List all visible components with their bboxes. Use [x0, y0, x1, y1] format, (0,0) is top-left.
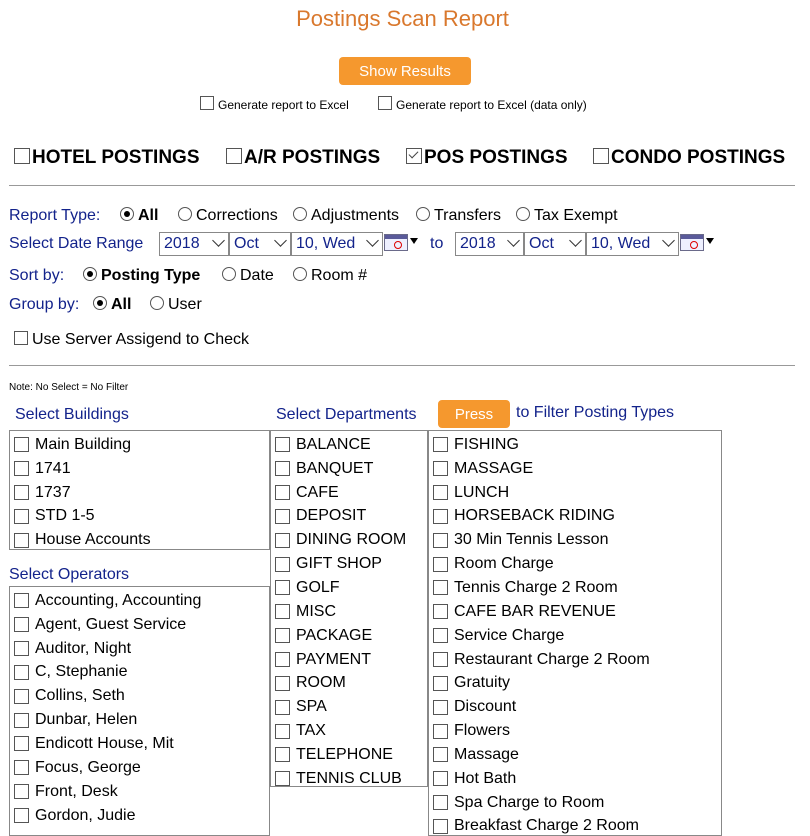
to-calendar-dropdown-icon[interactable] [706, 238, 714, 244]
department-label: BALANCE [296, 436, 371, 454]
report-type-adjustments-label: Adjustments [311, 207, 399, 224]
posting-type-checkbox[interactable] [433, 604, 448, 619]
report-type-all-label: All [138, 207, 158, 224]
departments-list[interactable] [270, 430, 428, 787]
operator-checkbox[interactable] [14, 593, 29, 608]
department-item[interactable] [271, 552, 427, 576]
date-range-label: Select Date Range [9, 235, 143, 253]
posting-type-checkbox[interactable] [433, 700, 448, 715]
posting-type-label: CAFE BAR REVENUE [454, 603, 616, 621]
group-all[interactable] [93, 296, 131, 314]
posting-type-checkbox[interactable] [433, 628, 448, 643]
to-year-value: 2018 [460, 235, 496, 252]
from-year-value: 2018 [164, 235, 200, 252]
posting-type-item[interactable] [429, 433, 721, 457]
department-checkbox[interactable] [275, 747, 290, 762]
from-day-select[interactable] [291, 232, 383, 256]
department-checkbox[interactable] [275, 604, 290, 619]
report-type-corrections-radio[interactable] [178, 207, 192, 221]
to-day-value: 10, Wed [591, 235, 650, 252]
posting-type-item[interactable] [429, 743, 721, 767]
ar-postings-label: A/R POSTINGS [244, 147, 380, 168]
posting-type-item[interactable] [429, 791, 721, 815]
department-label: DEPOSIT [296, 507, 366, 525]
hotel-postings-label: HOTEL POSTINGS [32, 147, 200, 168]
building-checkbox[interactable] [14, 485, 29, 500]
department-item[interactable] [271, 648, 427, 672]
department-label: MISC [296, 603, 336, 621]
posting-type-label: HORSEBACK RIDING [454, 507, 615, 525]
sort-date-radio[interactable] [222, 267, 236, 281]
posting-type-label: Room Charge [454, 555, 554, 573]
hotel-postings-checkbox[interactable] [14, 148, 30, 164]
department-checkbox[interactable] [275, 676, 290, 691]
posting-type-item[interactable] [429, 719, 721, 743]
posting-types-list[interactable] [428, 430, 722, 836]
operator-checkbox[interactable] [14, 641, 29, 656]
posting-type-label: LUNCH [454, 484, 509, 502]
report-type-all[interactable] [120, 207, 158, 225]
operator-item[interactable] [10, 661, 269, 685]
operator-checkbox[interactable] [14, 689, 29, 704]
report-type-tax-exempt[interactable] [516, 207, 618, 225]
operator-checkbox[interactable] [14, 736, 29, 751]
department-item[interactable] [271, 767, 427, 787]
department-checkbox[interactable] [275, 485, 290, 500]
posting-type-item[interactable] [429, 576, 721, 600]
department-label: TENNIS CLUB [296, 770, 402, 787]
posting-type-item[interactable] [429, 671, 721, 695]
posting-type-checkbox[interactable] [433, 509, 448, 524]
sort-room-radio[interactable] [293, 267, 307, 281]
chevron-down-icon [366, 234, 379, 247]
group-user-radio[interactable] [150, 296, 164, 310]
department-label: DINING ROOM [296, 531, 406, 549]
department-checkbox[interactable] [275, 628, 290, 643]
sort-posting-type[interactable] [83, 267, 200, 285]
posting-type-checkbox[interactable] [433, 819, 448, 834]
department-label: CAFE [296, 484, 339, 502]
from-calendar-icon[interactable] [384, 234, 408, 251]
excel-option[interactable] [200, 96, 349, 112]
posting-type-label: Discount [454, 698, 516, 716]
posting-type-label: MASSAGE [454, 460, 533, 478]
sort-date-label: Date [240, 267, 274, 284]
chevron-down-icon [212, 234, 225, 247]
department-checkbox[interactable] [275, 652, 290, 667]
posting-type-label: Restaurant Charge 2 Room [454, 651, 650, 669]
sort-posting-type-label: Posting Type [101, 267, 200, 284]
posting-type-label: Breakfast Charge 2 Room [454, 817, 639, 835]
sort-room[interactable] [293, 267, 367, 285]
building-label: House Accounts [35, 531, 151, 549]
ar-postings-option[interactable] [226, 147, 380, 169]
operator-item[interactable] [10, 637, 269, 661]
building-label: Main Building [35, 436, 131, 454]
to-day-select[interactable] [586, 232, 679, 256]
to-label: to [430, 235, 443, 253]
posting-type-label: 30 Min Tennis Lesson [454, 531, 608, 549]
posting-type-item[interactable] [429, 815, 721, 836]
operator-label: Accounting, Accounting [35, 592, 201, 610]
department-label: BANQUET [296, 460, 373, 478]
department-checkbox[interactable] [275, 437, 290, 452]
department-label: TELEPHONE [296, 746, 393, 764]
posting-type-checkbox[interactable] [433, 533, 448, 548]
posting-type-checkbox[interactable] [433, 557, 448, 572]
pos-postings-option[interactable] [406, 147, 568, 169]
operators-heading: Select Operators [9, 566, 129, 584]
department-label: ROOM [296, 674, 346, 692]
from-month-value: Oct [234, 235, 259, 252]
posting-type-checkbox[interactable] [433, 795, 448, 810]
department-checkbox[interactable] [275, 509, 290, 524]
department-item[interactable] [271, 600, 427, 624]
buildings-list[interactable] [9, 430, 270, 550]
chevron-down-icon [569, 234, 582, 247]
building-item[interactable] [10, 528, 269, 550]
divider [9, 185, 795, 186]
building-checkbox[interactable] [14, 437, 29, 452]
department-checkbox[interactable] [275, 580, 290, 595]
department-checkbox[interactable] [275, 557, 290, 572]
department-item[interactable] [271, 743, 427, 767]
operator-label: Endicott House, Mit [35, 735, 174, 753]
operator-checkbox[interactable] [14, 784, 29, 799]
chevron-down-icon [274, 234, 287, 247]
posting-type-label: Flowers [454, 722, 510, 740]
report-type-tax-exempt-label: Tax Exempt [534, 207, 618, 224]
posting-type-label: FISHING [454, 436, 519, 454]
from-month-select[interactable] [229, 232, 291, 256]
divider [9, 365, 795, 366]
posting-type-label: Spa Charge to Room [454, 794, 604, 812]
posting-type-item[interactable] [429, 457, 721, 481]
posting-type-item[interactable] [429, 600, 721, 624]
ar-postings-checkbox[interactable] [226, 148, 242, 164]
condo-postings-option[interactable] [593, 147, 785, 169]
report-type-corrections-label: Corrections [196, 207, 278, 224]
operator-label: Auditor, Night [35, 640, 131, 658]
operator-label: Dunbar, Helen [35, 711, 137, 729]
posting-type-item[interactable] [429, 552, 721, 576]
building-item[interactable] [10, 481, 269, 505]
page-title: Postings Scan Report [0, 6, 805, 32]
to-month-select[interactable] [524, 232, 586, 256]
to-year-select[interactable] [455, 232, 524, 256]
operator-item[interactable] [10, 780, 269, 804]
department-label: GOLF [296, 579, 340, 597]
from-calendar-dropdown-icon[interactable] [410, 238, 418, 244]
excel-data-label: Generate report to Excel (data only) [396, 98, 587, 112]
operator-label: Gordon, Judie [35, 807, 136, 825]
posting-type-item[interactable] [429, 505, 721, 529]
posting-type-item[interactable] [429, 624, 721, 648]
sort-by-label: Sort by: [9, 267, 64, 285]
server-check-option[interactable] [14, 331, 249, 349]
department-checkbox[interactable] [275, 700, 290, 715]
operator-checkbox[interactable] [14, 665, 29, 680]
posting-type-item[interactable] [429, 767, 721, 791]
group-all-radio[interactable] [93, 296, 107, 310]
operator-checkbox[interactable] [14, 617, 29, 632]
from-year-select[interactable] [159, 232, 229, 256]
department-item[interactable] [271, 505, 427, 529]
department-item[interactable] [271, 719, 427, 743]
building-checkbox[interactable] [14, 461, 29, 476]
posting-type-label: Massage [454, 746, 519, 764]
report-type-transfers[interactable] [416, 207, 501, 225]
report-type-adjustments-radio[interactable] [293, 207, 307, 221]
posting-type-checkbox[interactable] [433, 676, 448, 691]
group-user[interactable] [150, 296, 202, 314]
operators-list[interactable] [9, 586, 270, 836]
posting-type-item[interactable] [429, 528, 721, 552]
department-item[interactable] [271, 481, 427, 505]
building-checkbox[interactable] [14, 509, 29, 524]
department-checkbox[interactable] [275, 461, 290, 476]
report-type-adjustments[interactable] [293, 207, 399, 225]
building-item[interactable] [10, 457, 269, 481]
report-type-all-radio[interactable] [120, 207, 134, 221]
operator-checkbox[interactable] [14, 808, 29, 823]
posting-type-item[interactable] [429, 481, 721, 505]
buildings-heading: Select Buildings [15, 406, 129, 424]
posting-type-checkbox[interactable] [433, 437, 448, 452]
departments-heading: Select Departments [276, 406, 417, 424]
building-label: 1737 [35, 484, 71, 502]
department-label: SPA [296, 698, 327, 716]
sort-posting-type-radio[interactable] [83, 267, 97, 281]
posting-type-checkbox[interactable] [433, 461, 448, 476]
operator-checkbox[interactable] [14, 713, 29, 728]
department-checkbox[interactable] [275, 724, 290, 739]
pos-postings-label: POS POSTINGS [424, 147, 568, 168]
posting-type-label: Tennis Charge 2 Room [454, 579, 618, 597]
excel-data-checkbox[interactable] [378, 96, 392, 110]
report-type-transfers-label: Transfers [434, 207, 501, 224]
excel-label: Generate report to Excel [218, 98, 349, 112]
operator-item[interactable] [10, 804, 269, 828]
press-button[interactable]: Press [438, 400, 510, 428]
show-results-button[interactable]: Show Results [339, 57, 471, 85]
department-checkbox[interactable] [275, 533, 290, 548]
department-label: PAYMENT [296, 651, 371, 669]
posting-type-checkbox[interactable] [433, 747, 448, 762]
server-check-label: Use Server Assigend to Check [32, 331, 249, 348]
posting-type-label: Hot Bath [454, 770, 516, 788]
department-item[interactable] [271, 457, 427, 481]
group-user-label: User [168, 296, 202, 313]
report-type-corrections[interactable] [178, 207, 278, 225]
group-all-label: All [111, 296, 131, 313]
filter-note: Note: No Select = No Filter [9, 382, 128, 393]
building-checkbox[interactable] [14, 533, 29, 548]
sort-room-label: Room # [311, 267, 367, 284]
operator-item[interactable] [10, 684, 269, 708]
report-type-transfers-radio[interactable] [416, 207, 430, 221]
operator-item[interactable] [10, 613, 269, 637]
building-label: STD 1-5 [35, 507, 95, 525]
operator-item[interactable] [10, 732, 269, 756]
department-item[interactable] [271, 528, 427, 552]
department-label: TAX [296, 722, 326, 740]
posting-type-checkbox[interactable] [433, 580, 448, 595]
operator-label: Agent, Guest Service [35, 616, 186, 634]
operator-label: Focus, George [35, 759, 141, 777]
excel-checkbox[interactable] [200, 96, 214, 110]
operator-item[interactable] [10, 756, 269, 780]
hotel-postings-option[interactable] [14, 147, 200, 169]
department-item[interactable] [271, 671, 427, 695]
pos-postings-checkbox[interactable] [406, 148, 422, 164]
group-by-label: Group by: [9, 296, 79, 314]
server-check-checkbox[interactable] [14, 331, 28, 345]
department-checkbox[interactable] [275, 771, 290, 786]
chevron-down-icon [507, 234, 520, 247]
operator-label: C, Stephanie [35, 663, 128, 681]
building-label: 1741 [35, 460, 71, 478]
posting-type-label: Service Charge [454, 627, 564, 645]
chevron-down-icon [662, 234, 675, 247]
department-label: PACKAGE [296, 627, 372, 645]
posting-type-item[interactable] [429, 648, 721, 672]
condo-postings-label: CONDO POSTINGS [611, 147, 785, 168]
operator-label: Front, Desk [35, 783, 118, 801]
report-type-tax-exempt-radio[interactable] [516, 207, 530, 221]
operator-checkbox[interactable] [14, 760, 29, 775]
operator-item[interactable] [10, 589, 269, 613]
posting-type-item[interactable] [429, 695, 721, 719]
department-item[interactable] [271, 576, 427, 600]
building-item[interactable] [10, 505, 269, 529]
from-day-value: 10, Wed [296, 235, 355, 252]
posting-type-checkbox[interactable] [433, 771, 448, 786]
posting-type-checkbox[interactable] [433, 652, 448, 667]
posting-type-checkbox[interactable] [433, 724, 448, 739]
operator-item[interactable] [10, 708, 269, 732]
sort-date[interactable] [222, 267, 274, 285]
posting-type-checkbox[interactable] [433, 485, 448, 500]
excel-data-option[interactable] [378, 96, 587, 112]
department-item[interactable] [271, 624, 427, 648]
condo-postings-checkbox[interactable] [593, 148, 609, 164]
to-month-value: Oct [529, 235, 554, 252]
department-label: GIFT SHOP [296, 555, 382, 573]
department-item[interactable] [271, 695, 427, 719]
to-calendar-icon[interactable] [680, 234, 704, 251]
operator-label: Collins, Seth [35, 687, 125, 705]
posting-type-label: Gratuity [454, 674, 510, 692]
report-type-label: Report Type: [9, 207, 100, 225]
building-item[interactable] [10, 433, 269, 457]
department-item[interactable] [271, 433, 427, 457]
filter-posting-types-label: to Filter Posting Types [516, 404, 674, 422]
